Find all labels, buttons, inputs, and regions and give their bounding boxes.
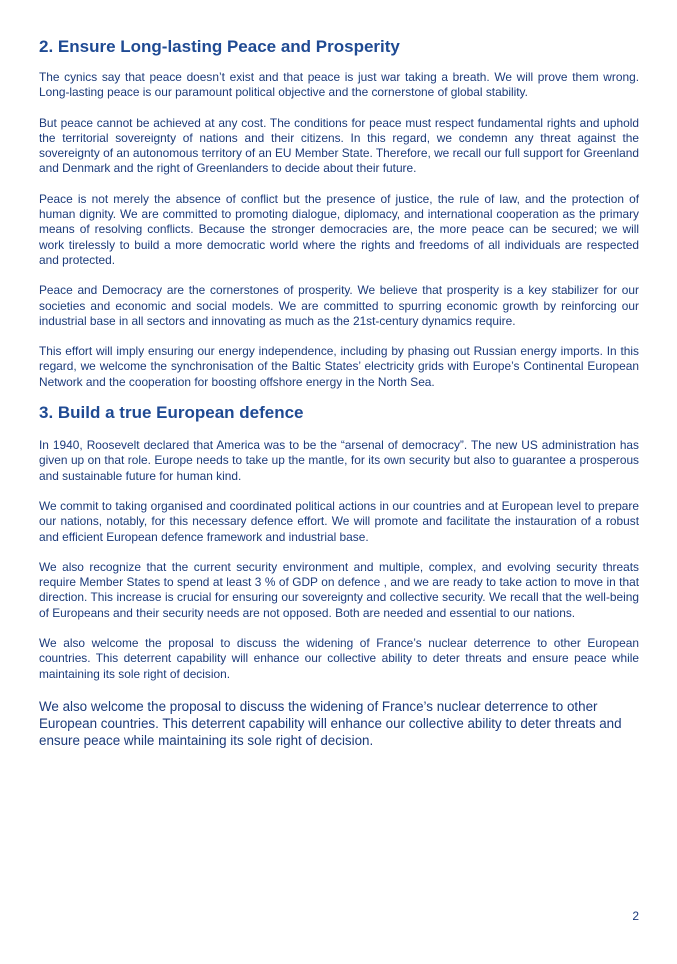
section-3-paragraph: We also welcome the proposal to discuss the widening of France’s nuclear deterrence to other European countries. This deterrent capability will enhance our collective ability to deter threats and ensure peace while maintaining its sole right of decision. [39,636,639,681]
section-2-paragraph: Peace is not merely the absence of conflict but the presence of justice, the rule of law, and the protection of human dignity. We are committed to promoting dialogue, diplomacy, and international cooperation as the primary means of resolving conflicts. Because the stronger democracies are, the more peace can be secured; we will work tirelessly to build a more democratic world where the rights and freedoms of all individuals are respected and protected. [39,191,639,267]
section-2-paragraph: But peace cannot be achieved at any cost. The conditions for peace must respect fundamental rights and uphold the territorial sovereignty of nations and their citizens. In this regard, we condemn any threat against the sovereignty of an autonomous territory of an EU Member State. Therefore, we recall our full support for Greenland and Denmark and the right of Greenlanders to decide about their future. [39,115,639,176]
page-number: 2 [632,909,639,923]
section-3-paragraph: We also recognize that the current security environment and multiple, complex, and evolving security threats require Member States to spend at least 3 % of GDP on defence , and we are ready to take action to move in that direction. This increase is crucial for ensuring our sovereignty and collective security. We recall that the well-being of Europeans and their security needs are not opposed. Both are needed and essential to our nations. [39,559,639,620]
section-2-heading: 2. Ensure Long-lasting Peace and Prosperity [39,37,400,56]
section-3-paragraph: We commit to taking organised and coordinated political actions in our countries and at European level to prepare our nations, notably, for this necessary defence effort. We will promote and facilitate the instauration of a robust and efficient European defence framework and industrial base. [39,498,639,544]
section-2-paragraph: Peace and Democracy are the cornerstones of prosperity. We believe that prosperity is a key stabilizer for our societies and economic and social models. We are committed to spurring economic growth by reinforcing our industrial base in all sectors and innovating as much as the 21st-century dynamics require. [39,283,639,328]
section-3-heading: 3. Build a true European defence [39,403,304,423]
section-2-paragraph: The cynics say that peace doesn’t exist and that peace is just war taking a breath. We will prove them wrong. Long-lasting peace is our paramount political objective and the cornerstone of global stability. [39,70,639,100]
section-3-paragraph: In 1940, Roosevelt declared that America was to be the “arsenal of democracy”. The new US administration has given up on that role. Europe needs to take up the mantle, for its own security but also to guarantee a prosperous and sustainable future for human kind. [39,438,639,483]
section-2-paragraph: This effort will imply ensuring our energy independence, including by phasing out Russian energy imports. In this regard, we welcome the synchronisation of the Baltic States’ electricity grids with Europe’s Continental European Network and the cooperation for boosting offshore energy in the North Sea. [39,344,639,389]
document-page [39,36,639,749]
section-3-repeated-paragraph: We also welcome the proposal to discuss the widening of France’s nuclear deterrence to other European countries. This deterrent capability will enhance our collective ability to deter threats and ensure peace while maintaining its sole right of decision. [39,698,622,748]
